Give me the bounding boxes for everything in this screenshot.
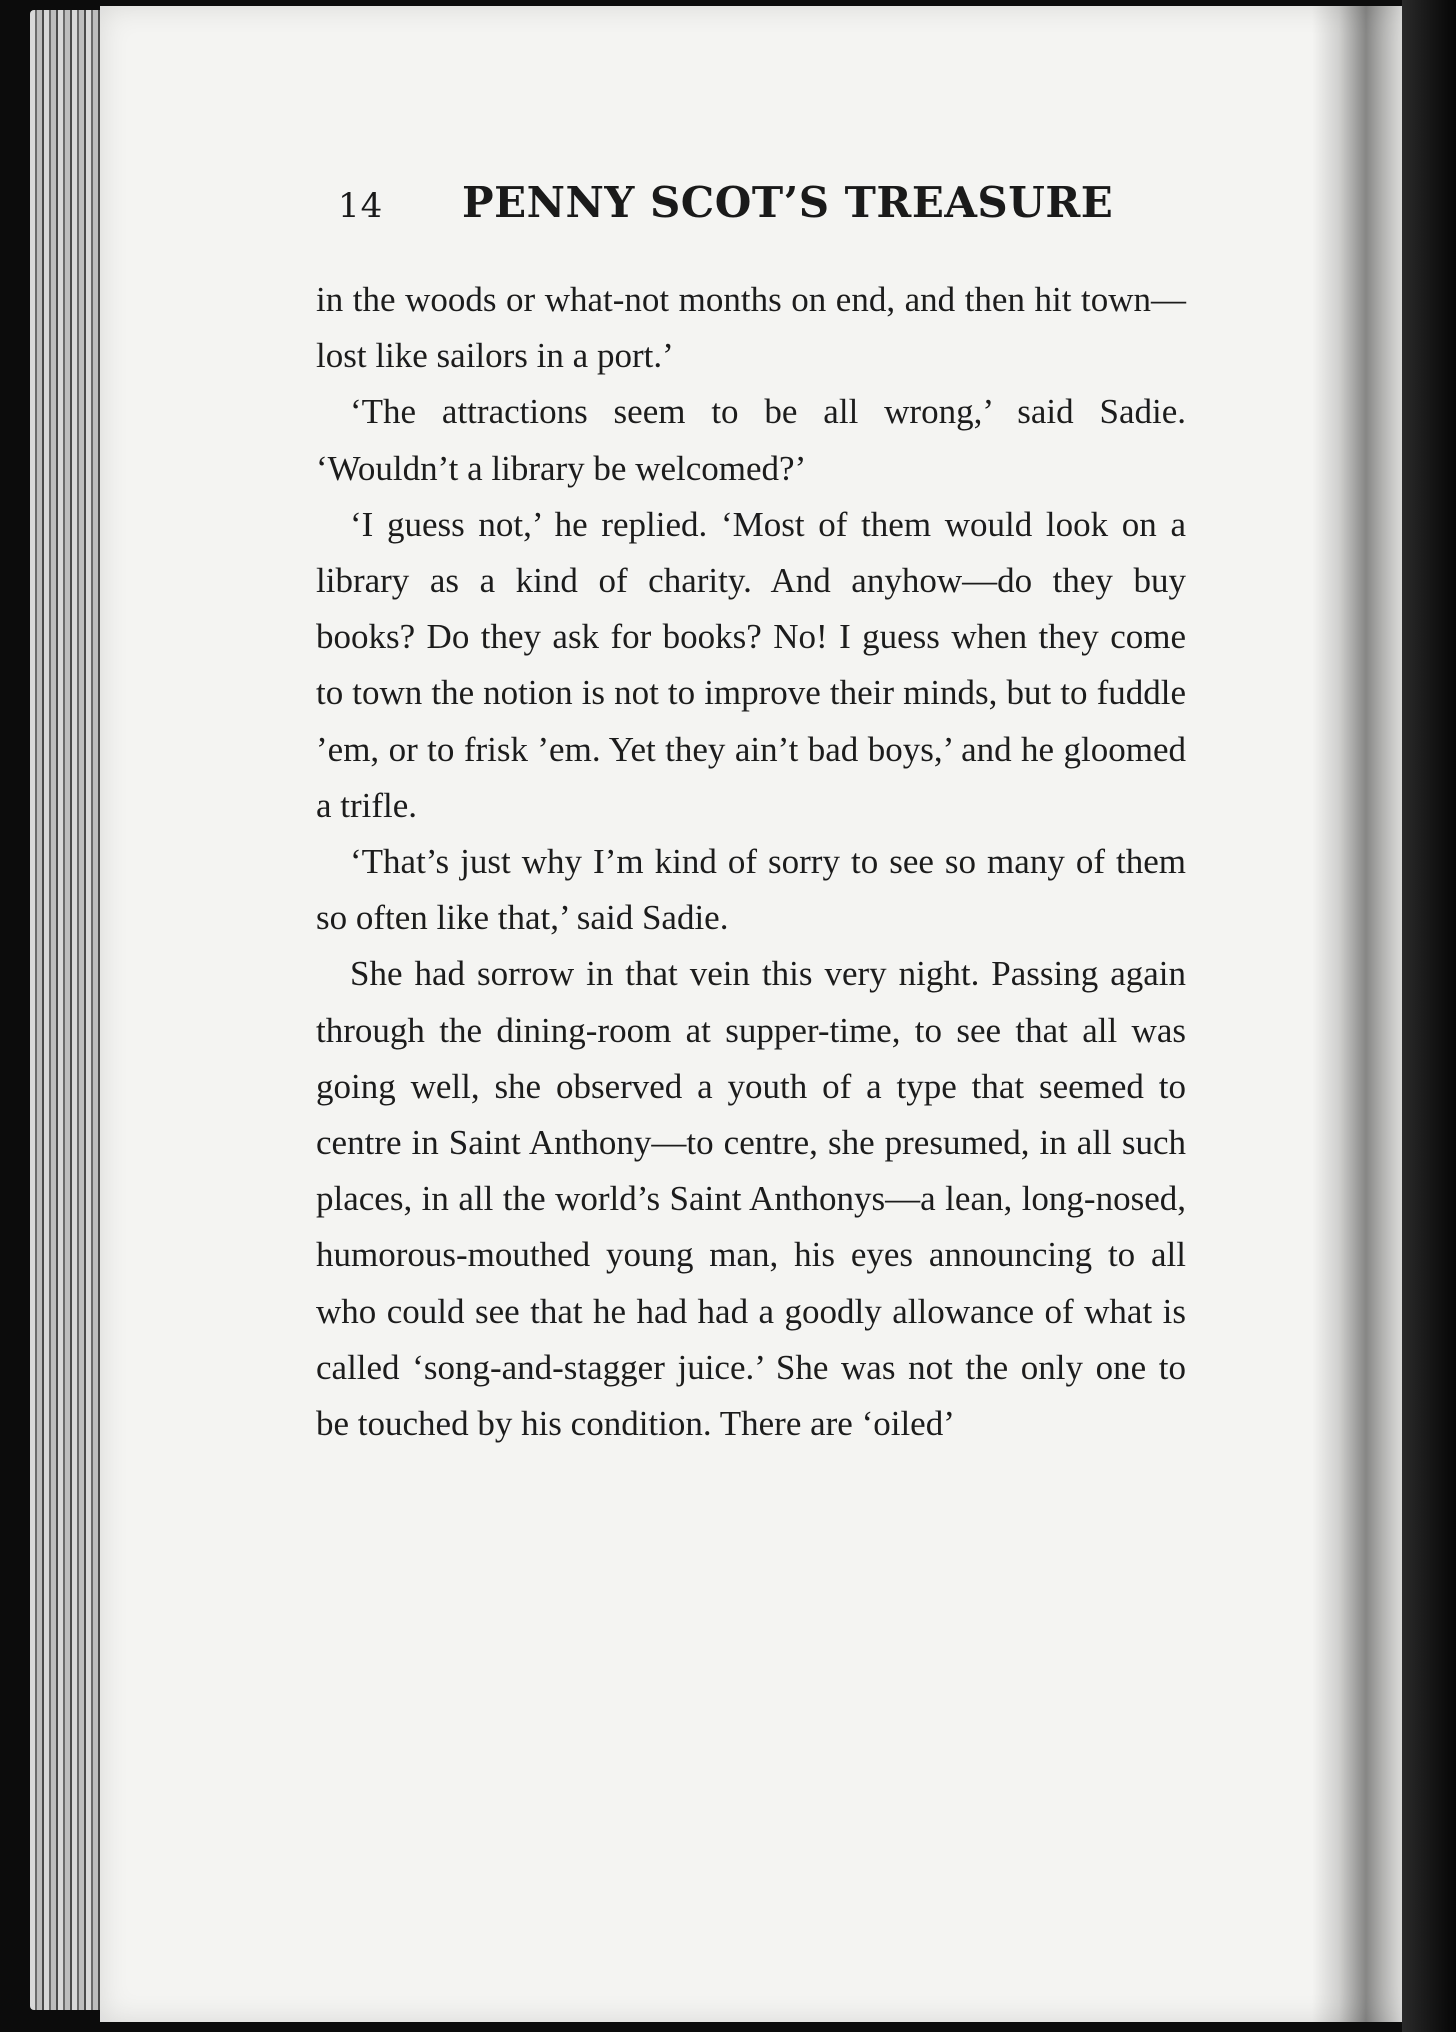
gutter-shadow [1312, 6, 1402, 2022]
page-number: 14 [338, 186, 384, 226]
paragraph: ‘I guess not,’ he replied. ‘Most of them would look on a library as a kind of charity. And anyhow—do they buy books? Do they ask for books? No! I guess when they come to town the notion is not to improve their minds, but to fuddle ’em, or to frisk ’em. Yet they ain’t bad boys,’ and he gloomed a trifle. [316, 504, 1186, 825]
paragraph: She had sorrow in that vein this very night. Passing again through the dining-room at supper-time, to see that all was going well, she observed a youth of a type that seemed to centre in Saint Anthony—to centre, she presumed, in all such places, in all the world’s Saint Anthonys—a lean, long-nosed, humorous-mouthed young man, his eyes announcing to all who could see that he had had a goodly allowance of what is called ‘song-and-stagger juice.’ She was not the only one to be touched by his condition. There are ‘oiled’ [316, 954, 1186, 1444]
running-title: PENNY SCOT’S TREASURE [462, 178, 1114, 227]
body-text [316, 272, 1186, 1452]
paragraph: ‘That’s just why I’m kind of sorry to see so many of them so often like that,’ said Sadie. [316, 842, 1186, 938]
right-border [1402, 0, 1456, 2032]
running-head [338, 178, 1114, 248]
paragraph: in the woods or what-not months on end, and then hit town—lost like sailors in a port.’ [316, 280, 1186, 376]
paragraph: ‘The attractions seem to be all wrong,’ said Sadie. ‘Wouldn’t a library be welcomed?’ [316, 392, 1186, 488]
